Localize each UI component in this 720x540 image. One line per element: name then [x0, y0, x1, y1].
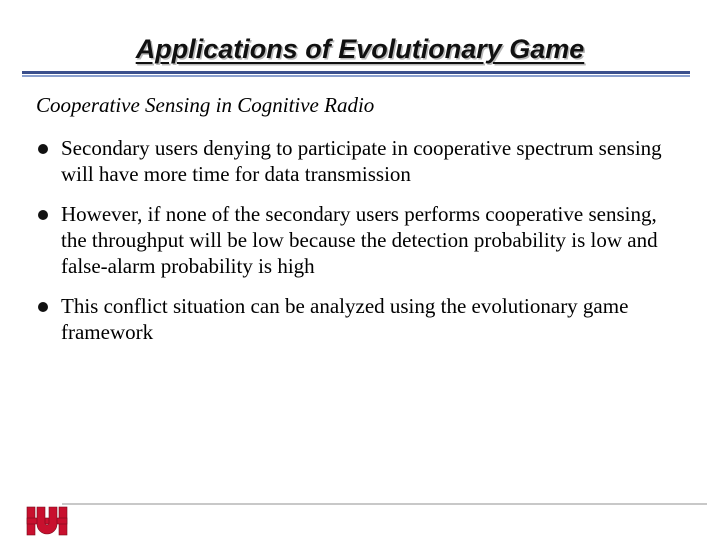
- title-divider-light: [22, 75, 690, 77]
- footer-divider: [62, 503, 707, 505]
- bullet-text: This conflict situation can be analyzed using the evolutionary game framework: [61, 294, 629, 344]
- bullet-dot-icon: [38, 144, 48, 154]
- bullet-list: [38, 135, 678, 359]
- bullet-dot-icon: [38, 210, 48, 220]
- bullet-text: Secondary users denying to participate in cooperative spectrum sensing will have more time for data transmission: [61, 136, 662, 186]
- slide-subtitle: Cooperative Sensing in Cognitive Radio: [36, 93, 375, 117]
- university-uh-logo-icon: [25, 505, 69, 537]
- slide-title: Applications of Evolutionary Game: [135, 34, 585, 64]
- bullet-item: [38, 135, 678, 187]
- bullet-text: However, if none of the secondary users performs cooperative sensing, the throughput will be low because the detection probability is low and false-alarm probability is high: [61, 202, 658, 278]
- title-divider-dark: [22, 71, 690, 74]
- bullet-item: [38, 293, 678, 345]
- bullet-item: [38, 201, 678, 279]
- bullet-dot-icon: [38, 302, 48, 312]
